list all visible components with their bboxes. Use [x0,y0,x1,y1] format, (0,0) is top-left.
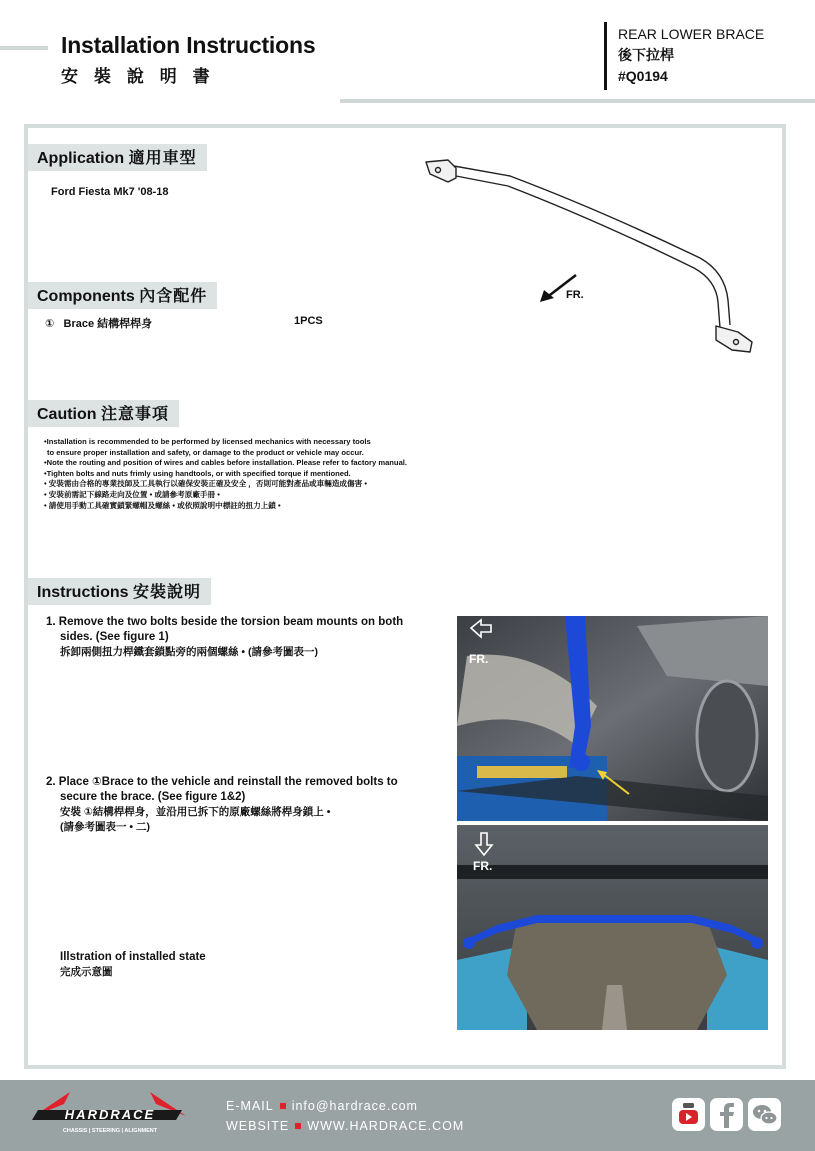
youtube-icon[interactable] [672,1098,705,1131]
instructions-heading [28,578,211,605]
instructions-heading-zh: 安裝說明 [133,582,202,601]
email-label: E-MAIL [226,1099,274,1113]
illustration-caption [60,950,206,980]
caution-line: •Installation is recommended to be performed by licensed mechanics with necessary tools [44,437,371,446]
caution-heading [28,400,179,427]
component-qty: 1PCS [294,315,323,327]
caution-heading-en: Caution [37,406,97,423]
component-item [45,315,152,331]
figure-2-direction-label: FR. [473,859,493,873]
application-heading-en: Application [37,150,125,167]
header-divider [604,22,607,90]
caution-line: • 請使用手動工具確實鎖緊螺帽及螺絲 • 或依照說明中標註的扭力上鎖 • [44,500,281,510]
component-name: Brace 結構桿桿身 [63,318,153,330]
figure-2-photo [457,825,768,1030]
product-info [618,24,764,87]
step-1-text-en: 1. Remove the two bolts beside the torsion beam mounts on both [46,616,404,628]
website-label: WEBSITE [226,1119,290,1133]
part-number: #Q0194 [618,68,668,84]
step-1-text-zh: 拆卸兩側扭力桿鐵套鎖點旁的兩個螺絲 • (請參考圖表一) [60,646,319,658]
front-direction-label: FR. [566,289,584,301]
figure-1-image [457,616,768,821]
component-index: ① [45,318,55,330]
product-name-en: REAR LOWER BRACE [618,26,765,42]
step-2-text-zh: 安裝 ①結構桿桿身，並沿用已拆下的原廠螺絲將桿身鎖上 • [60,806,331,818]
brace-diagram [420,150,770,365]
wechat-icon[interactable] [748,1098,781,1131]
brand-tagline: CHASSIS | STEERING | ALIGNMENT [62,1128,158,1134]
product-name-zh: 後下拉桿 [618,47,674,63]
application-heading-zh: 適用車型 [128,148,197,167]
footer-website-row [226,1116,464,1136]
brand-wordmark: HARDRACE [64,1107,156,1122]
application-heading [28,144,207,171]
website-link[interactable]: WWW.HARDRACE.COM [307,1119,465,1133]
email-link[interactable]: info@hardrace.com [291,1099,418,1113]
components-heading-en: Components [37,288,135,305]
facebook-icon[interactable] [710,1098,743,1131]
step-2-text-en: 2. Place ①Brace to the vehicle and reinstall the removed bolts to [46,776,398,788]
header-rule-right [340,99,815,103]
step-1-text-en-cont: sides. (See figure 1) [60,631,169,643]
vehicle-fitment: Ford Fiesta Mk7 '08-18 [51,186,169,198]
caution-heading-zh: 注意事項 [101,404,170,423]
figure-2-image [457,825,768,1030]
footer-email-row [226,1096,464,1116]
caution-line: •Tighten bolts and nuts frimly using handtools, or with specified torque if mentioned. [44,468,351,478]
caution-list [44,437,407,511]
step-2-text-zh-cont: (請參考圖表一 • 二) [60,821,151,833]
hardrace-logo [30,1090,190,1138]
bullet-icon [280,1103,286,1109]
illustration-caption-en: Illstration of installed state [60,951,206,963]
bullet-icon [295,1123,301,1129]
figure-1-direction-label: FR. [469,652,489,666]
caution-line: • 安裝前需記下線路走向及位置 • 或請參考原廠手冊 • [44,489,220,499]
caution-line: •Note the routing and position of wires and cables before installation. Please refer to factory manual. [44,458,408,468]
footer-contact [226,1096,464,1136]
page-subtitle: 安 裝 說 明 書 [61,67,215,87]
step-1 [46,615,444,660]
illustration-caption-zh: 完成示意圖 [60,966,113,978]
step-2-text-en-cont: secure the brace. (See figure 1&2) [60,791,246,803]
caution-line: to ensure proper installation and safety, or damage to the product or vehicle may occur. [47,447,364,457]
components-heading-zh: 內含配件 [139,286,208,305]
figure-1-photo [457,616,768,821]
instructions-heading-en: Instructions [37,584,129,601]
header-rule-left [0,46,48,50]
components-heading [28,282,217,309]
page-title: Installation Instructions [61,32,316,58]
step-2 [46,775,444,835]
caution-line: • 安裝需由合格的專業技師及工具執行以確保安裝正確及安全 ，否則可能對產品或車輛造成傷害 • [44,479,367,489]
